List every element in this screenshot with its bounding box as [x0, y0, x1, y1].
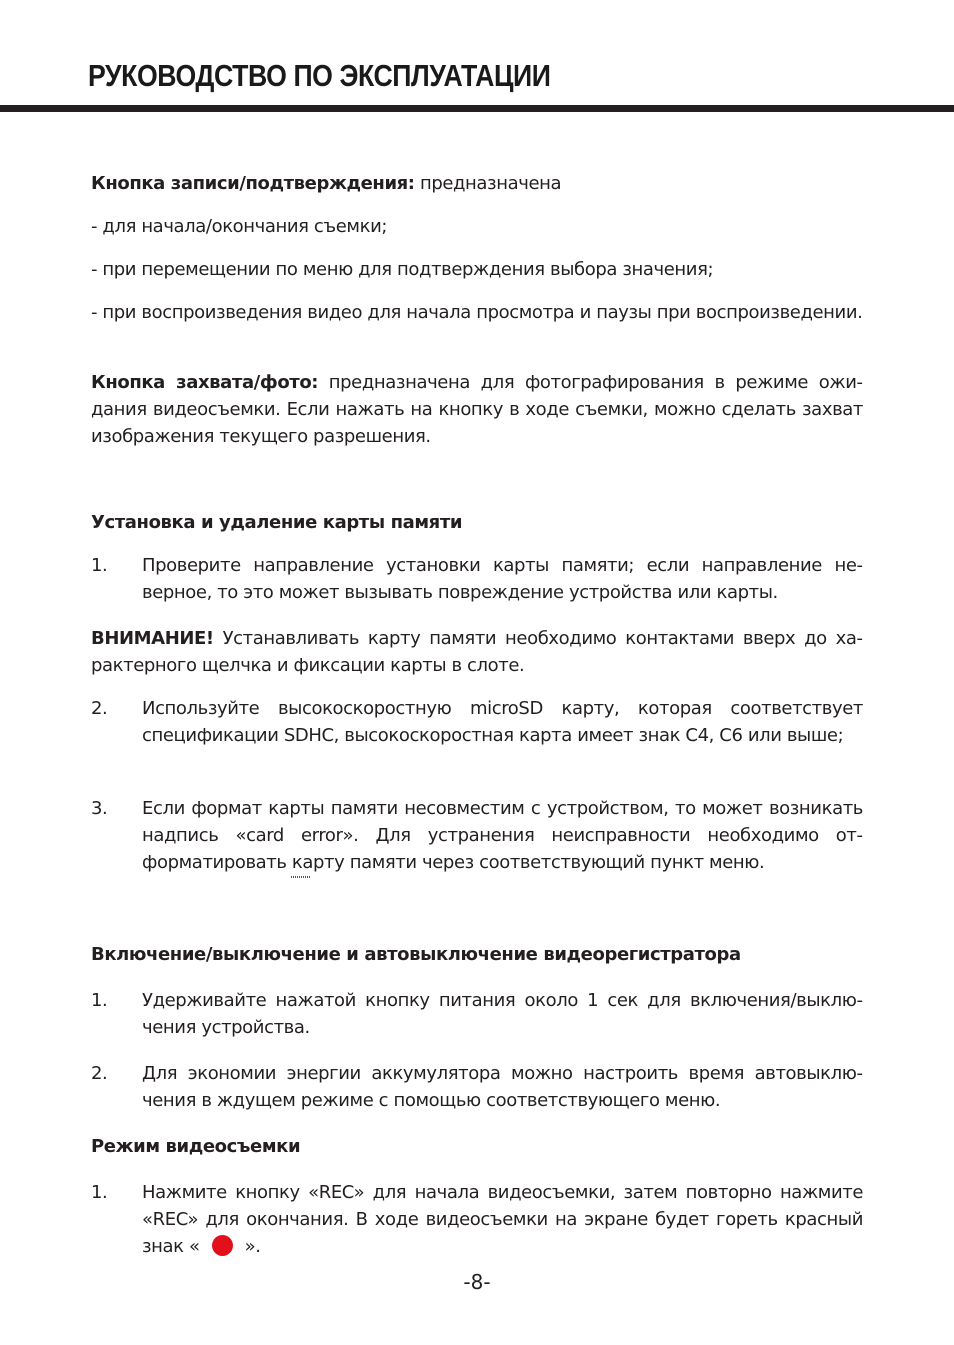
warning-text: Устанавливать карту памяти необходимо контактами вверх до характерного щелчка и фиксации карты в слоте. [91, 628, 863, 676]
rec-button-text: предназначена [414, 173, 562, 194]
rec-button-paragraph [91, 170, 863, 197]
warning-paragraph [91, 625, 863, 679]
list-text: Для экономии энергии аккумулятора можно настроить время автовыключения в ждущем режиме с помощью соответствующего меню. [142, 1063, 863, 1111]
list-text: Если формат карты памяти несовместим с устройством, то может возникать надпись «card error». Для устранения неисправности необходимо отформатировать карту памяти через соответствующий пункт меню. [142, 798, 863, 873]
list-text: Удерживайте нажатой кнопку питания около 1 сек для включения/выключения устройства. [142, 990, 863, 1038]
list-text: Проверите направление установки карты памяти; если направление неверное, то это может вызывать повреждение устройства или карты. [142, 555, 863, 603]
list-text-before: Нажмите кнопку «REC» для начала видеосъемки, затем повторно нажмите «REC» для окончания. В ходе видеосъемки на экране будет гореть красный знак « [142, 1182, 863, 1257]
rec-button-label: Кнопка записи/подтверждения: [91, 173, 415, 194]
list-text: Используйте высокоскоростную microSD карту, которая соответствует спецификации SDHC, высокоскоростная карта имеет знак C4, C6 или выше; [142, 698, 863, 746]
memory-card-heading: Установка и удаление карты памяти [91, 512, 463, 533]
list-text [142, 1179, 863, 1260]
list-number: 2. [91, 698, 108, 719]
power-heading: Включение/выключение и автовыключение видеорегистратора [91, 944, 741, 965]
rec-button-item-1: - для начала/окончания съемки; [91, 216, 388, 237]
page-number: -8- [463, 1270, 491, 1294]
photo-button-label: Кнопка захвата/фото: [91, 372, 319, 393]
print-artifact [291, 876, 310, 878]
list-text-after: ». [244, 1236, 261, 1257]
warning-label: ВНИМАНИЕ! [91, 628, 214, 649]
list-number: 2. [91, 1063, 108, 1084]
rec-indicator-icon [212, 1235, 233, 1256]
list-number: 1. [91, 990, 108, 1011]
list-number: 1. [91, 555, 108, 576]
photo-button-text: предназначена для фотографирования в режиме ожидания видеосъемки. Если нажать на кнопку в ходе съемки, можно сделать захват изображения текущего разрешения. [91, 372, 863, 447]
video-mode-heading: Режим видеосъемки [91, 1136, 301, 1157]
header-divider [0, 105, 954, 112]
list-number: 3. [91, 798, 108, 819]
rec-button-item-3: - при воспроизведения видео для начала просмотра и паузы при воспроизведении. [91, 302, 863, 323]
page-header-title: РУКОВОДСТВО ПО ЭКСПЛУАТАЦИИ [88, 58, 551, 93]
list-number: 1. [91, 1182, 108, 1203]
photo-button-paragraph [91, 369, 863, 450]
rec-button-item-2: - при перемещении по меню для подтверждения выбора значения; [91, 259, 714, 280]
